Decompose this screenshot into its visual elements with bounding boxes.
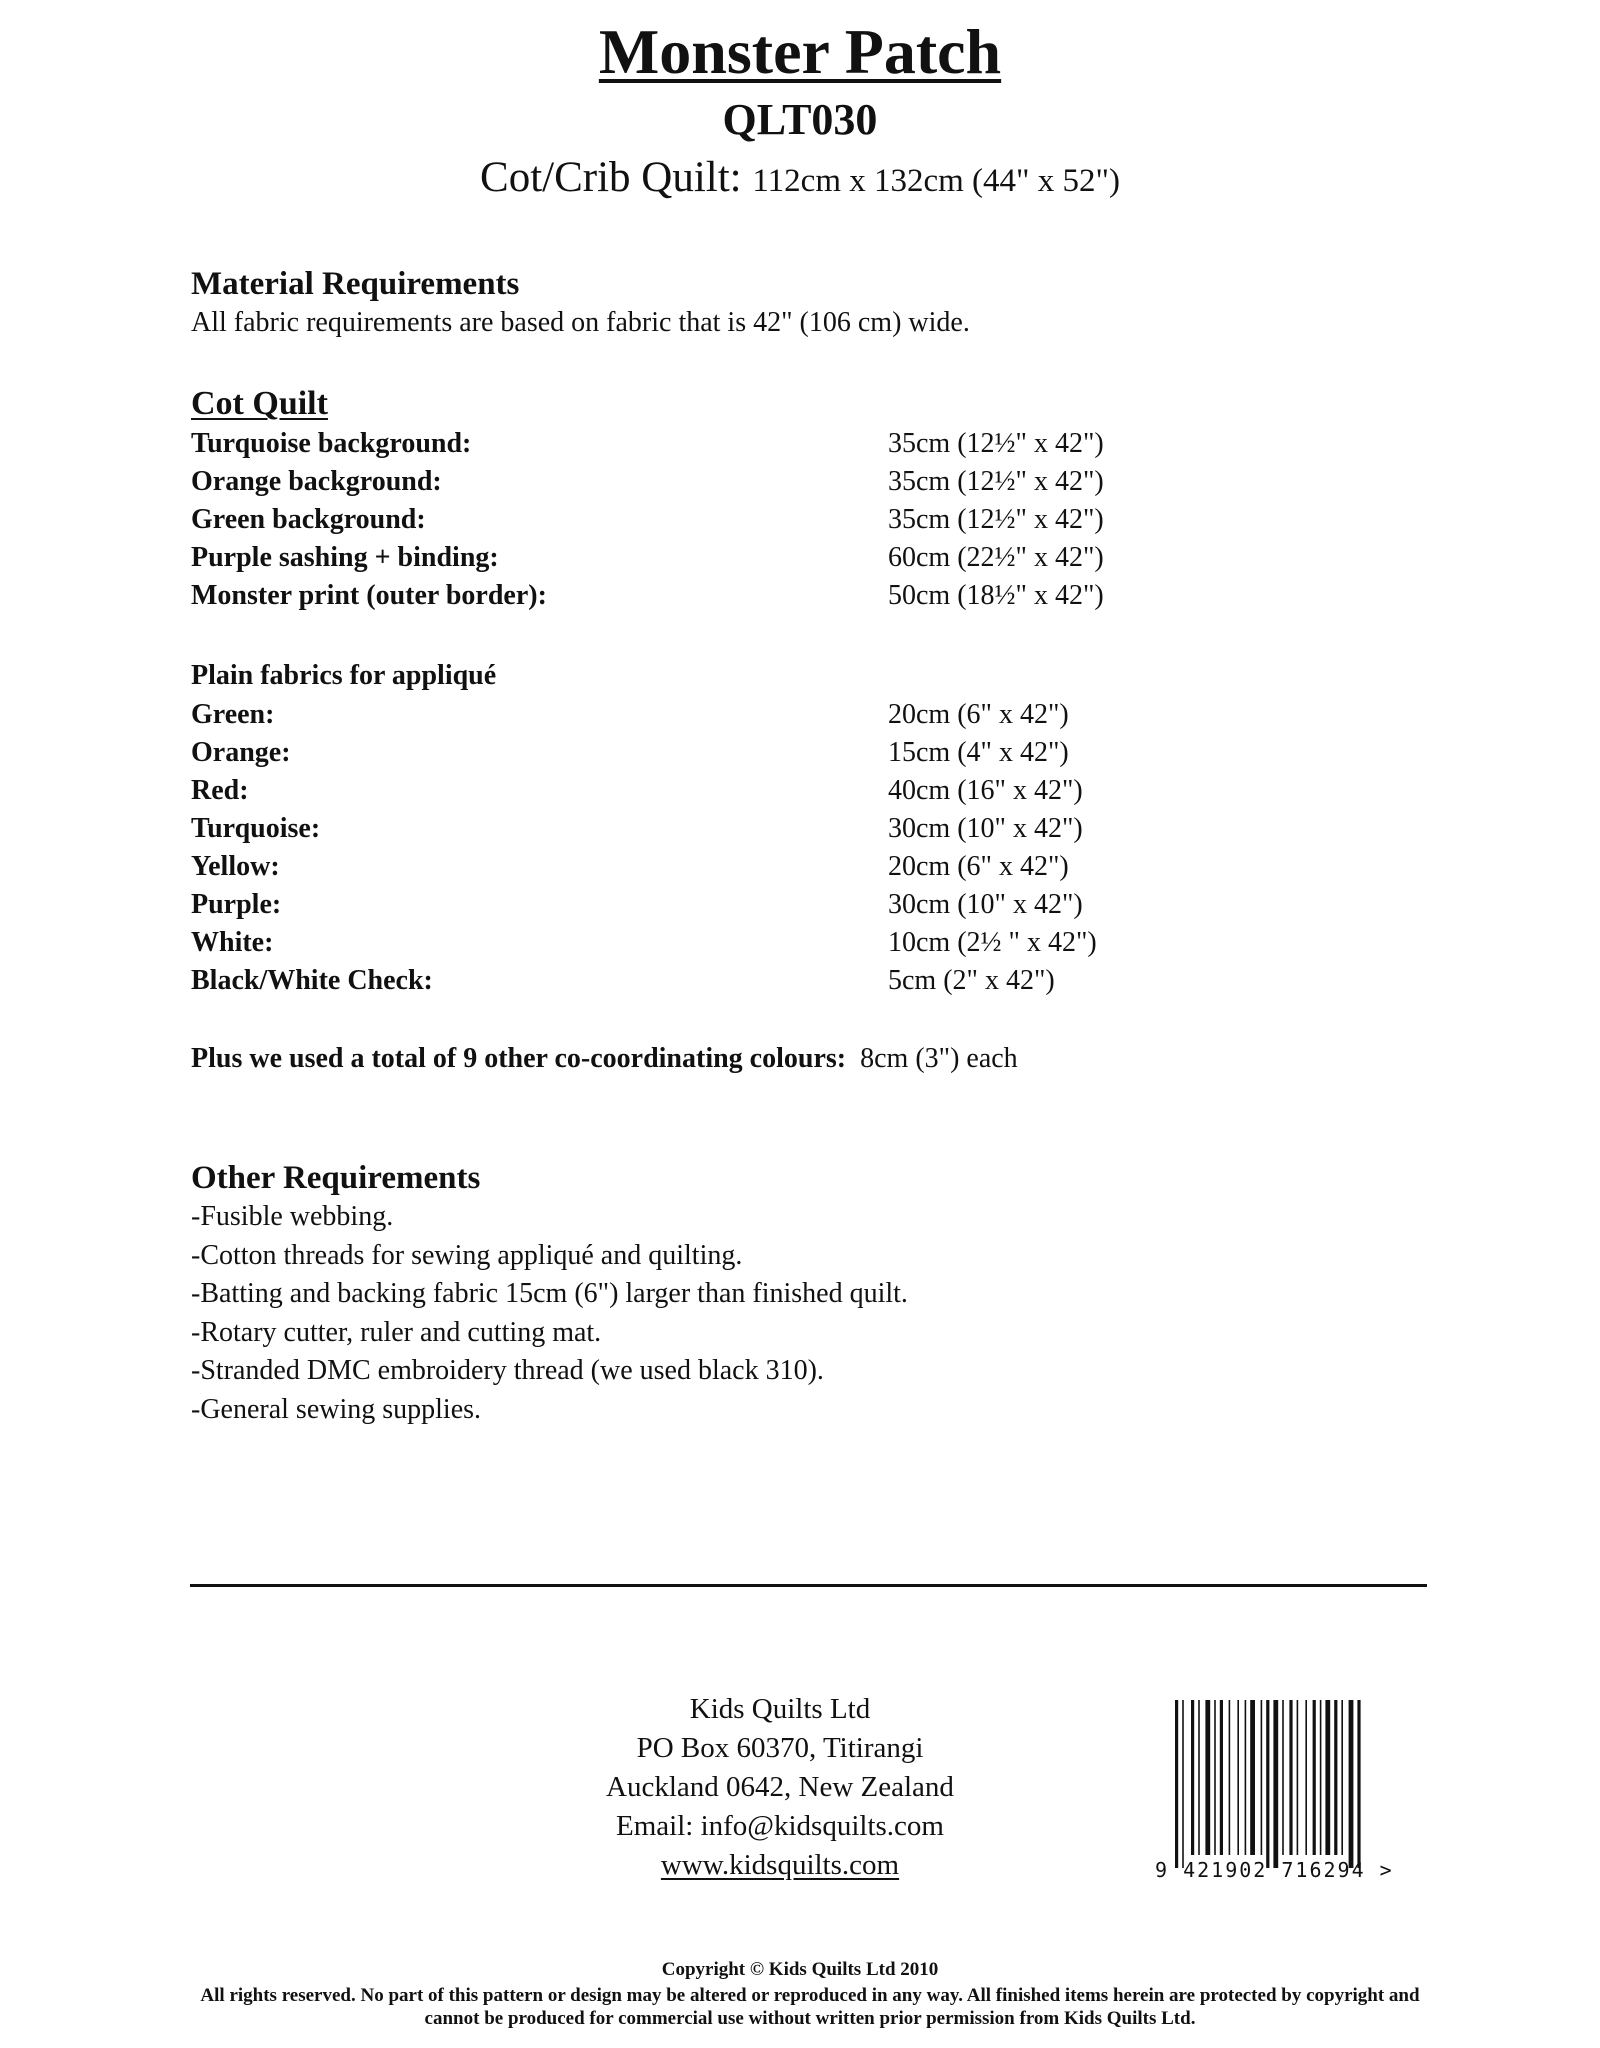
table-row [191,696,1191,734]
row-value: 30cm (10" x 42") [888,889,1083,920]
list-item: -Stranded DMC embroidery thread (we used black 310). [191,1355,824,1386]
other-heading: Other Requirements [191,1160,481,1196]
company-name: Kids Quilts Ltd [689,1693,871,1725]
row-value: 50cm (18½" x 42") [888,580,1104,611]
rights-notice: All rights reserved. No part of this pattern or design may be altered or reproduced in any way. All finished items herein are protected by copyright and cannot be produced for commercial use without written prior permission from Kids Quilts Ltd. [200,1985,1420,2029]
row-value: 20cm (6" x 42") [888,851,1069,882]
city: Auckland 0642, New Zealand [606,1771,954,1803]
quilt-type: Cot/Crib Quilt: [480,154,742,201]
table-row [191,924,1191,962]
website-link[interactable]: www.kidsquilts.com [660,1849,900,1881]
row-label: White: [191,927,274,958]
row-value: 35cm (12½" x 42") [888,466,1104,497]
extra-colours-value: 8cm (3") each [860,1043,1018,1074]
list-item: -Cotton threads for sewing appliqué and quilting. [191,1239,743,1271]
contact-address [520,1690,1040,1885]
pattern-code: QLT030 [722,95,878,144]
row-label: Orange background: [191,466,442,497]
row-label: Turquoise background: [191,428,472,459]
row-label: Turquoise: [191,813,321,844]
row-value: 35cm (12½" x 42") [888,504,1104,535]
quilt-dimensions: 112cm x 132cm (44" x 52") [752,163,1120,199]
extra-colours-line [191,1040,1018,1078]
row-value: 15cm (4" x 42") [888,737,1069,768]
row-label: Purple: [191,889,282,920]
applique-heading: Plain fabrics for appliqué [191,660,497,691]
row-label: Red: [191,775,249,806]
row-label: Orange: [191,737,291,768]
quilt-size [0,150,1600,209]
list-item: -Batting and backing fabric 15cm (6") larger than finished quilt. [191,1278,908,1309]
list-item: -General sewing supplies. [191,1393,482,1425]
row-value: 40cm (16" x 42") [888,775,1083,806]
table-row [191,539,1191,577]
pattern-title: Monster Patch [598,16,1002,87]
table-row [191,463,1191,501]
cot-quilt-table [191,425,1191,615]
material-heading: Material Requirements [191,266,520,302]
row-label: Green background: [191,504,426,535]
table-row [191,772,1191,810]
row-value: 35cm (12½" x 42") [888,428,1104,459]
row-label: Green: [191,699,275,730]
row-label: Black/White Check: [191,965,433,996]
table-row [191,577,1191,615]
barcode-digits: 9 421902 716294 > [1155,1858,1394,1882]
list-item: -Rotary cutter, ruler and cutting mat. [191,1316,602,1348]
cot-quilt-heading: Cot Quilt [191,385,328,422]
barcode [1175,1700,1400,1878]
row-label: Yellow: [191,851,280,882]
divider [190,1584,1427,1587]
applique-table [191,696,1191,1000]
table-row [191,425,1191,463]
table-row [191,810,1191,848]
material-note: All fabric requirements are based on fabric that is 42" (106 cm) wide. [191,307,970,338]
row-label: Monster print (outer border): [191,580,547,611]
table-row [191,848,1191,886]
email[interactable]: Email: info@kidsquilts.com [616,1810,944,1842]
extra-colours-label: Plus we used a total of 9 other co-coordinating colours: [191,1043,847,1074]
table-row [191,886,1191,924]
row-value: 10cm (2½ " x 42") [888,927,1097,958]
row-value: 20cm (6" x 42") [888,699,1069,730]
table-row [191,734,1191,772]
list-item: -Fusible webbing. [191,1201,394,1232]
row-value: 30cm (10" x 42") [888,813,1083,844]
row-label: Purple sashing + binding: [191,542,499,573]
row-value: 5cm (2" x 42") [888,965,1055,996]
copyright-line: Copyright © Kids Quilts Ltd 2010 [661,1959,939,1980]
table-row [191,501,1191,539]
row-value: 60cm (22½" x 42") [888,542,1104,573]
other-requirements-list [191,1198,908,1429]
po-box: PO Box 60370, Titirangi [636,1732,924,1764]
table-row [191,962,1191,1000]
